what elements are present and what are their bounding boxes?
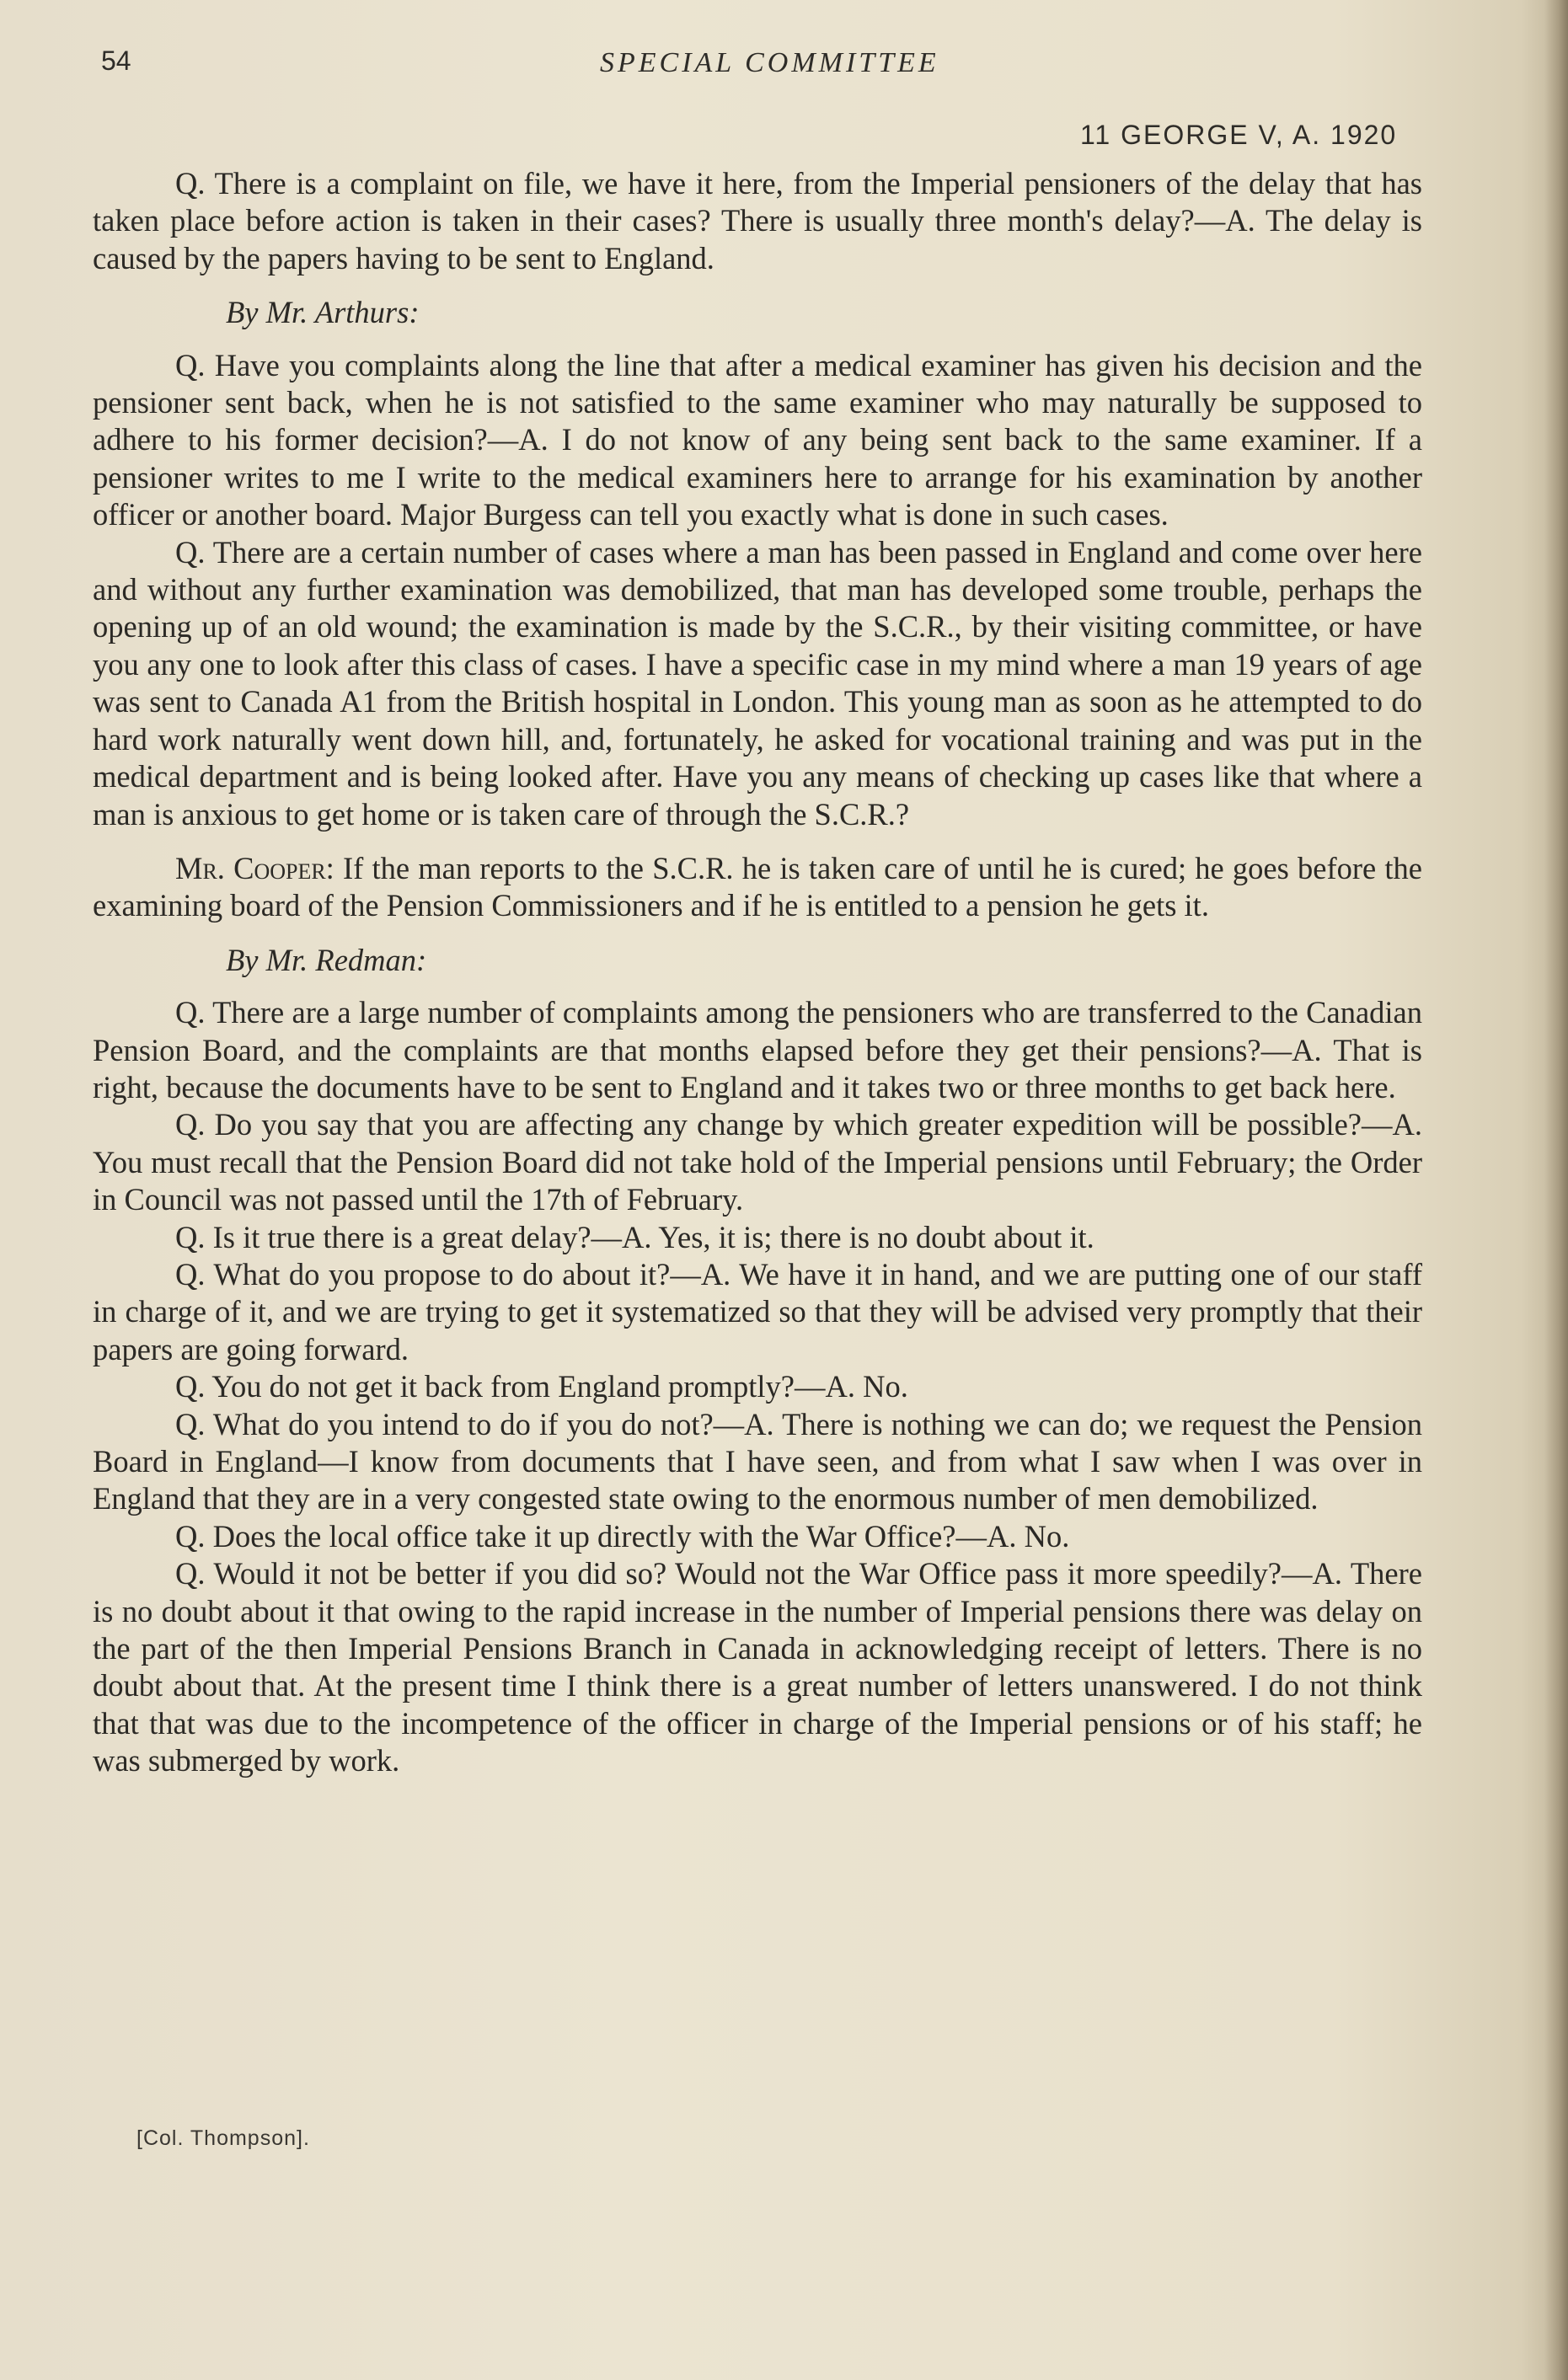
page-edge-shadow — [1544, 0, 1568, 2380]
testimony-text — [93, 165, 1422, 1780]
paragraph-intend-to-do: Q. What do you intend to do if you do not?—A. There is nothing we can do; we request the Pension Board in England—I know from documents that I have seen, and from what I saw when I was over in England that they are in a very congested state owing to the enormous number of men demobilized. — [93, 1406, 1422, 1516]
cooper-answer-text: If the man reports to the S.C.R. he is taken care of until he is cured; he goes before the examining board of the Pension Commissioners and if he is entitled to a pension he gets it. — [93, 850, 1422, 923]
page-header — [0, 44, 1568, 86]
paragraph-demobilized-cases: Q. There are a certain number of cases where a man has been passed in England and come over here and without any further examination was demobilized, that man has developed some trouble, perhaps the opening up of an old wound; the examination is made by the S.C.R., by their visiting committee, or have you any one to look after this class of cases. I have a specific case in my mind where a man 19 years of age was sent to Canada A1 from the British hospital in London. This young man as soon as he attempted to do hard work naturally went down hill, and, fortunately, he asked for vocational training and was put in the medical department and is being looked after. Have you any means of checking up cases like that where a man is anxious to get home or is taken care of through the S.C.R.? — [93, 534, 1422, 832]
paragraph-complaint-on-file: Q. There is a complaint on file, we have it here, from the Imperial pensioners of the delay that has taken place before action is taken in their cases? There is usually three month's delay?—A. The delay is caused by the papers having to be sent to England. — [93, 166, 1422, 275]
paragraph-great-delay: Q. Is it true there is a great delay?—A. Yes, it is; there is no doubt about it. — [175, 1219, 1094, 1254]
running-title: SPECIAL COMMITTEE — [600, 47, 939, 78]
paragraph-medical-examiner: Q. Have you complaints along the line that after a medical examiner has given his decision and the pensioner sent back, when he is not satisfied to the same examiner who may naturally be supposed to adhere to his former decision?—A. I do not know of any being sent back to the same examiner. If a pensioner writes to me I write to the medical examiners here to arrange for his examination by another officer or another board. Major Burgess can tell you exactly what is done in such cases. — [93, 347, 1422, 532]
speaker-label-cooper: Mr. Cooper: — [175, 850, 334, 885]
paragraph-transferred-pensioners: Q. There are a large number of complaints among the pensioners who are transferred to the Canadian Pension Board, and the complaints are that months elapsed before they get their pensions?—A. That is right, because the documents have to be sent to England and it takes two or three months to get back here. — [93, 995, 1422, 1104]
paragraph-war-office: Q. Would it not be better if you did so? Would not the War Office pass it more speedily?—A. There is no doubt about it that owing to the rapid increase in the number of Imperial pensions there was delay on the part of the then Imperial Pensions Branch in Canada in acknowledging receipt of letters. There is no doubt about that. At the present time I think there is a great number of letters unanswered. I do not think that that was due to the incompetence of the officer in charge of the Imperial pensions or of his staff; he was submerged by work. — [93, 1556, 1422, 1778]
paragraph-greater-expedition: Q. Do you say that you are affecting any change by which greater expedition will be possible?—A. You must recall that the Pension Board did not take hold of the Imperial pensions until February; the Order in Council was not passed until the 17th of February. — [93, 1107, 1422, 1217]
paragraph-back-from-england: Q. You do not get it back from England promptly?—A. No. — [175, 1369, 908, 1404]
speaker-heading-arthurs: By Mr. Arthurs: — [226, 295, 420, 330]
page-number: 54 — [101, 45, 131, 76]
speaker-heading-redman: By Mr. Redman: — [226, 942, 427, 977]
session-reference: 11 GEORGE V, A. 1920 — [1080, 120, 1398, 150]
paragraph-local-office: Q. Does the local office take it up directly with the War Office?—A. No. — [175, 1518, 1070, 1554]
witness-footer-note: [Col. Thompson]. — [136, 2126, 310, 2150]
paragraph-cooper-answer — [93, 850, 1422, 925]
paragraph-propose-to-do: Q. What do you propose to do about it?—A. We have it in hand, and we are putting one of our staff in charge of it, and we are trying to get it systematized so that they will be advised very promptly that their papers are going forward. — [93, 1256, 1422, 1366]
